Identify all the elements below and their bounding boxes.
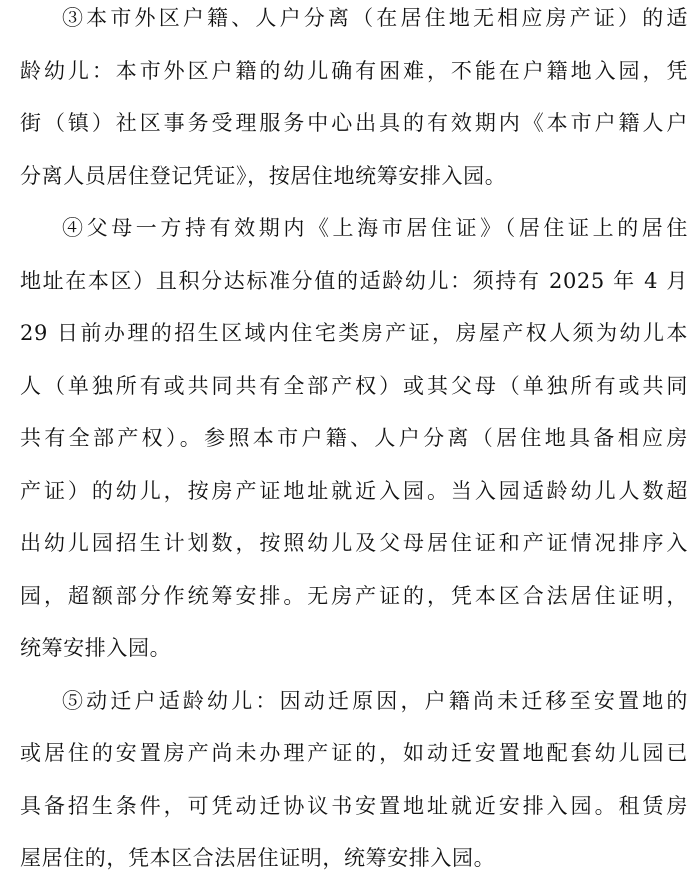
text-line: 产证）的幼儿，按房产证地址就近入园。当入园适龄幼儿人数超 (20, 479, 688, 503)
text-line: 园，超额部分作统筹安排。无房产证的，凭本区合法居住证明， (20, 584, 688, 608)
text-line: 出幼儿园招生计划数，按照幼儿及父母居住证和产证情况排序入 (20, 531, 688, 555)
text-line: ③本市外区户籍、人户分离（在居住地无相应房产证）的适 (62, 6, 688, 30)
text-line: 龄幼儿：本市外区户籍的幼儿确有困难，不能在户籍地入园，凭 (20, 59, 688, 83)
text-line: 街（镇）社区事务受理服务中心出具的有效期内《本市户籍人户 (20, 111, 688, 135)
text-line: 具备招生条件，可凭动迁协议书安置地址就近安排入园。租赁房 (20, 794, 688, 818)
text-line: 共有全部产权）。参照本市户籍、人户分离（居住地具备相应房 (20, 426, 688, 450)
text-line: 分离人员居住登记凭证》，按居住地统筹安排入园。 (20, 164, 507, 188)
text-line: 或居住的安置房产尚未办理产证的，如动迁安置地配套幼儿园已 (20, 741, 688, 765)
text-line: ④父母一方持有效期内《上海市居住证》（居住证上的居住 (62, 216, 688, 240)
text-line: ⑤动迁户适龄幼儿：因动迁原因，户籍尚未迁移至安置地的 (62, 689, 688, 713)
text-line: 29 日前办理的招生区域内住宅类房产证，房屋产权人须为幼儿本 (20, 321, 688, 345)
text-line: 地址在本区）且积分达标准分值的适龄幼儿：须持有 2025 年 4 月 (20, 269, 688, 293)
text-line: 屋居住的，凭本区合法居住证明，统筹安排入园。 (20, 846, 496, 870)
text-line: 统筹安排入园。 (20, 636, 172, 660)
text-line: 人（单独所有或共同共有全部产权）或其父母（单独所有或共同 (20, 374, 688, 398)
